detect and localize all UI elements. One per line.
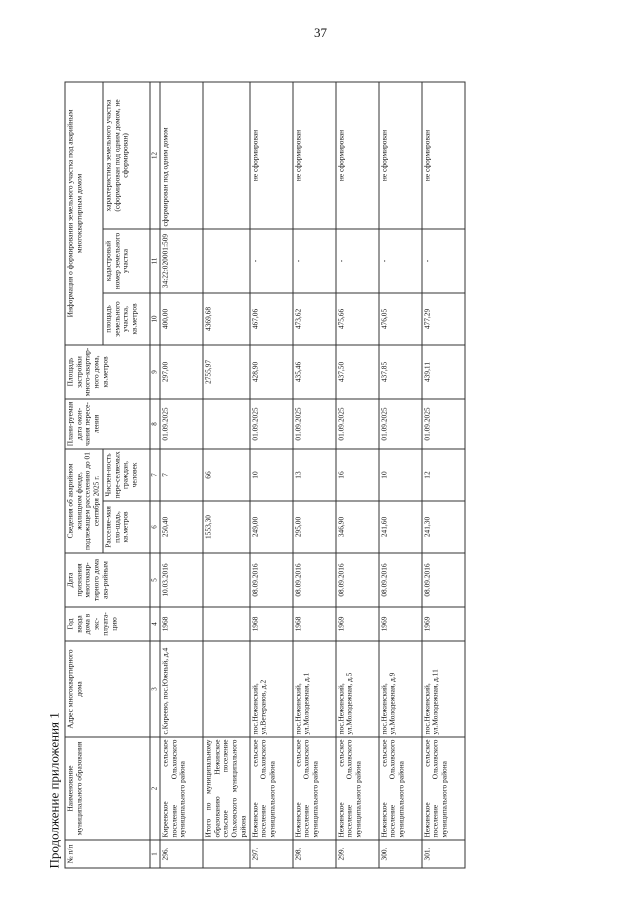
- cell-address: пос.Нежинский, ул.Ветеранов, д.2: [250, 641, 293, 737]
- cell-people: 13: [293, 449, 336, 501]
- header-col-10: площадь земельного участка, кв.метров: [103, 293, 150, 345]
- header-row-top: [65, 82, 103, 868]
- column-number: 1: [150, 840, 160, 868]
- cell-recognition-date: 08.09.2016: [293, 553, 336, 607]
- column-number: 4: [150, 607, 160, 641]
- table-row: [422, 82, 465, 868]
- cell-recognition-date: 10.03.2016: [160, 553, 203, 607]
- cell-recognition-date: 08.09.2016: [336, 553, 379, 607]
- column-number-row: [150, 82, 160, 868]
- cell-year: 1968: [160, 607, 203, 641]
- cell-recognition-date: 08.09.2016: [379, 553, 422, 607]
- cell-land-area: 476,05: [379, 293, 422, 345]
- cell-number: [203, 840, 250, 868]
- cell-land-status: не сформирован: [422, 82, 465, 229]
- cell-land-status: не сформирован: [293, 82, 336, 229]
- cell-people: 66: [203, 449, 250, 501]
- cell-building-area: 297,00: [160, 345, 203, 399]
- cell-municipality: Нежинское сельское поселение Ольховского муниципального района: [336, 737, 379, 840]
- cell-planned-date: 01.09.2025: [336, 399, 379, 449]
- header-col-11: кадастровый номер земельного участка: [103, 229, 150, 293]
- cell-planned-date: 01.09.2025: [422, 399, 465, 449]
- header-col-9: Площадь застройки много-квартир-ного дома, кв.метров: [65, 345, 150, 399]
- header-group-land: Информация о формировании земельного участка под аварийным многоквартирным домом: [65, 82, 103, 345]
- cell-municipality: Нежинское сельское поселение Ольховского муниципального района: [422, 737, 465, 840]
- column-number: 8: [150, 399, 160, 449]
- cell-number: 299.: [336, 840, 379, 868]
- column-number: 12: [150, 82, 160, 229]
- cell-land-area: 4369,68: [203, 293, 250, 345]
- cell-land-status: не сформирован: [336, 82, 379, 229]
- cell-relocation-area: 249,00: [250, 501, 293, 553]
- cell-people: 12: [422, 449, 465, 501]
- column-number: 3: [150, 641, 160, 737]
- header-col-4: Год ввода дома в экс-плуата-цию: [65, 607, 150, 641]
- cell-building-area: 435,46: [293, 345, 336, 399]
- cell-building-area: 437,50: [336, 345, 379, 399]
- cell-cadastral-number: -: [379, 229, 422, 293]
- column-number: 7: [150, 449, 160, 501]
- rotated-page: [1, 0, 640, 905]
- header-col-12: характеристика земельного участка (сформирован под одним домом, не сформирован): [103, 82, 150, 229]
- cell-year: 1969: [379, 607, 422, 641]
- cell-number: 296.: [160, 840, 203, 868]
- table-row: [379, 82, 422, 868]
- cell-people: 16: [336, 449, 379, 501]
- cell-address: пос.Нежинский, ул.Молодежная, д.1: [293, 641, 336, 737]
- cell-building-area: 437,85: [379, 345, 422, 399]
- cell-address: пос.Нежинский, ул.Молодежная, д.9: [379, 641, 422, 737]
- cell-year: 1968: [293, 607, 336, 641]
- column-number: 11: [150, 229, 160, 293]
- cell-municipality: Нежинское сельское поселение Ольховского муниципального района: [379, 737, 422, 840]
- cell-building-area: 2755,97: [203, 345, 250, 399]
- cell-relocation-area: 241,60: [379, 501, 422, 553]
- header-col-5: Дата признания многоквар-тирного дома ава-рийным: [65, 553, 150, 607]
- cell-relocation-area: 295,00: [293, 501, 336, 553]
- cell-building-area: 439,11: [422, 345, 465, 399]
- cell-address: пос.Нежинский, ул.Молодежная, д.11: [422, 641, 465, 737]
- page-number-wrap: [1, 14, 640, 54]
- page-number: 37: [314, 25, 327, 41]
- cell-land-area: 477,29: [422, 293, 465, 345]
- cell-municipality: Нежинское сельское поселение Ольховского муниципального района: [250, 737, 293, 840]
- cell-people: 10: [379, 449, 422, 501]
- column-number: 6: [150, 501, 160, 553]
- cell-address: пос.Нежинский, ул.Молодежная, д.5: [336, 641, 379, 737]
- cell-planned-date: 01.09.2025: [379, 399, 422, 449]
- table-row: [336, 82, 379, 868]
- cell-planned-date: 01.09.2025: [250, 399, 293, 449]
- cell-land-area: 475,66: [336, 293, 379, 345]
- cell-relocation-area: 250,40: [160, 501, 203, 553]
- cell-number: 298.: [293, 840, 336, 868]
- header-col-1: № п/п: [65, 840, 150, 868]
- cell-recognition-date: 08.09.2016: [250, 553, 293, 607]
- table-row-total: [203, 82, 250, 868]
- cell-year: [203, 607, 250, 641]
- cell-people: 7: [160, 449, 203, 501]
- cell-year: 1968: [250, 607, 293, 641]
- cell-cadastral-number: 34:22:020001:509: [160, 229, 203, 293]
- cell-year: 1969: [336, 607, 379, 641]
- cell-number: 300.: [379, 840, 422, 868]
- cell-cadastral-number: -: [336, 229, 379, 293]
- cell-cadastral-number: -: [250, 229, 293, 293]
- cell-municipality: Итого по муниципальному образованию Нежинское сельское поселение Ольховского муниципального района: [203, 737, 250, 840]
- appendix-note: Продолжение приложения 1: [46, 712, 62, 869]
- cell-land-status: [203, 82, 250, 229]
- cell-planned-date: 01.09.2025: [160, 399, 203, 449]
- cell-recognition-date: [203, 553, 250, 607]
- column-number: 2: [150, 737, 160, 840]
- cell-address: [203, 641, 250, 737]
- cell-planned-date: 01.09.2025: [293, 399, 336, 449]
- cell-year: 1969: [422, 607, 465, 641]
- cell-land-status: не сформирован: [250, 82, 293, 229]
- header-group-relocation: Сведения об аварийном жилищном фонде, подлежащем расселению до 01 сентября 2025 г.: [65, 449, 103, 553]
- cell-recognition-date: 08.09.2016: [422, 553, 465, 607]
- cell-relocation-area: 346,90: [336, 501, 379, 553]
- cell-address: с.Киреево, пос.Южный, д.4: [160, 641, 203, 737]
- table-row: [250, 82, 293, 868]
- cell-relocation-area: 1553,30: [203, 501, 250, 553]
- column-number: 5: [150, 553, 160, 607]
- header-col-6: Расселяе-мая пло-щадь, кв.метров: [103, 501, 150, 553]
- cell-number: 301.: [422, 840, 465, 868]
- cell-people: 10: [250, 449, 293, 501]
- table-row: [293, 82, 336, 868]
- cell-land-status: не сформирован: [379, 82, 422, 229]
- cell-land-area: 473,62: [293, 293, 336, 345]
- header-col-2: Наименование муниципального образования: [65, 737, 150, 840]
- cell-number: 297.: [250, 840, 293, 868]
- column-number: 10: [150, 293, 160, 345]
- cell-cadastral-number: -: [293, 229, 336, 293]
- emergency-housing-table: [65, 81, 466, 868]
- header-col-8: Плани-руемая дата окон-чания пересе-ления: [65, 399, 150, 449]
- column-number: 9: [150, 345, 160, 399]
- header-col-7: Числен-ность пере-селяемых граждан, человек: [103, 449, 150, 501]
- table-row: [160, 82, 203, 868]
- cell-cadastral-number: -: [422, 229, 465, 293]
- cell-land-area: 467,06: [250, 293, 293, 345]
- cell-municipality: Киреевское сельское поселение Ольховского муниципального района: [160, 737, 203, 840]
- cell-land-area: 400,00: [160, 293, 203, 345]
- cell-land-status: сформирован под одним домом: [160, 82, 203, 229]
- cell-cadastral-number: [203, 229, 250, 293]
- header-col-3: Адрес многоквартирного дома: [65, 641, 150, 737]
- cell-relocation-area: 241,30: [422, 501, 465, 553]
- cell-building-area: 428,90: [250, 345, 293, 399]
- cell-planned-date: [203, 399, 250, 449]
- cell-municipality: Нежинское сельское поселение Ольховского муниципального района: [293, 737, 336, 840]
